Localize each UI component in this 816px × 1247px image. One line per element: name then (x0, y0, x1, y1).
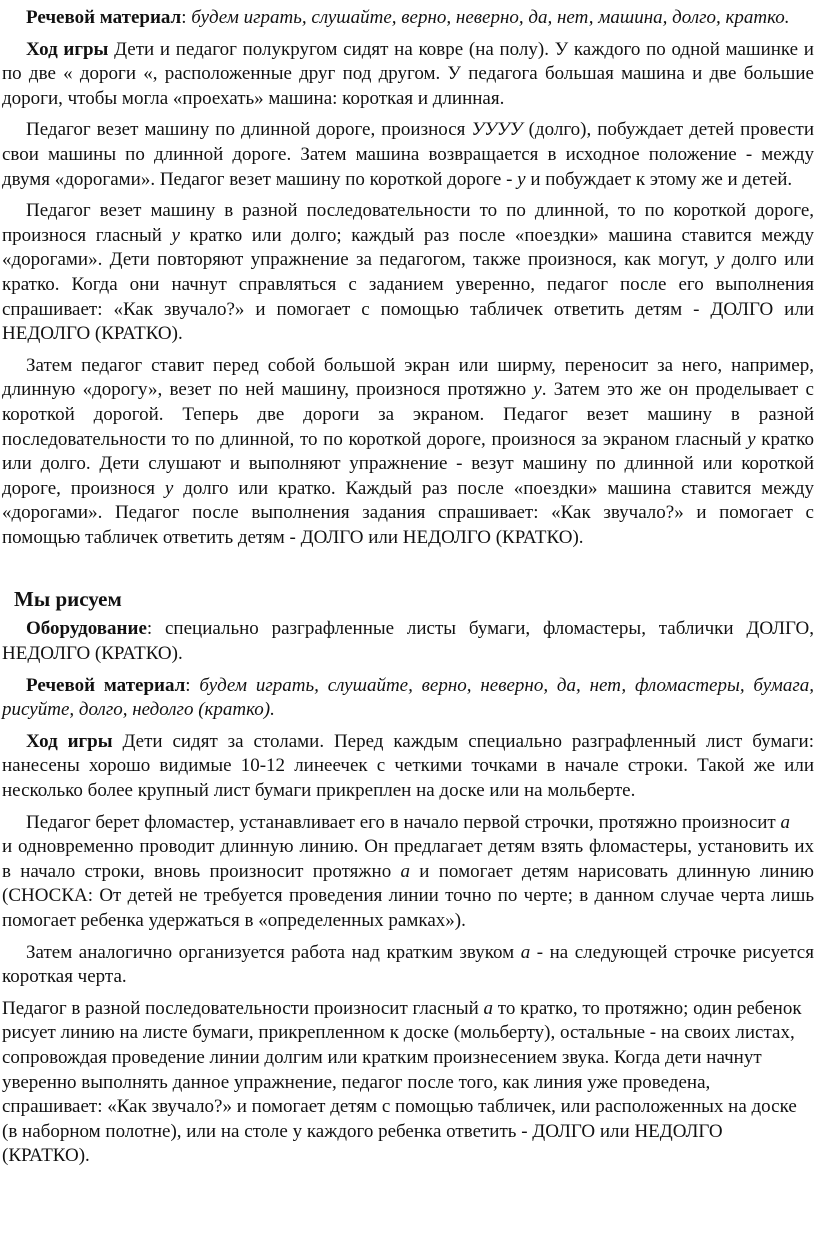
speech-material-paragraph-1 (2, 6, 814, 31)
game-course-label: Ход игры (26, 38, 109, 60)
speech-material-label: Речевой материал (26, 674, 186, 696)
equipment-text: : специально разграфленные листы бумаги, фломастеры, таблички ДОЛГО, НЕДОЛГО (КРАТКО). (2, 618, 814, 665)
section-title: Мы рисуем (14, 587, 122, 612)
text-run: и помогает детям нарисовать длинную линию (СНОСКА: От детей не требуется проведения линии точно по черте; в данном случае черта лишь помогает ребенка удержаться в «определенных рамках»). (2, 860, 815, 931)
text-run: долго или кратко. Каждый раз после «поездки» машина ставится между «дорогами». Педагог после выполнения задания спрашивает: «Как звучало?» и помогает с помощью табличек ответить детям - ДОЛГО или НЕДОЛГО (КРАТКО). (2, 477, 814, 548)
game-course-paragraph-1 (2, 38, 814, 112)
speech-material-colon: : (185, 674, 200, 696)
text-run: (долго), побуждает детей провести свои машины по длинной дороге. Затем машина возвращается в исходное положение - между двумя «дорогами». Педагог везет машину по короткой дороге - (2, 119, 814, 190)
vowel-sound: у (171, 224, 180, 246)
long-road-paragraph (2, 118, 814, 192)
text-run: кратко или долго. Дети слушают и выполняют упражнение - везут машину по длинной или короткой дороге, произнося (2, 428, 815, 499)
screen-paragraph (2, 354, 814, 551)
game-course-paragraph-2 (2, 730, 814, 804)
final-paragraph (2, 997, 814, 1169)
text-run: Педагог в разной последовательности произносит гласный (2, 997, 484, 1019)
speech-material-label: Речевой материал (26, 7, 182, 28)
text-run: Педагог везет машину в разной последовательности то по длинной, то по короткой дороге, произнося гласный (2, 200, 814, 246)
speech-material-paragraph-2 (2, 674, 814, 723)
text-run: Педагог берет фломастер, устанавливает его в начало первой строчки, протяжно произносит (26, 811, 781, 833)
vowel-sound: а (780, 811, 790, 833)
vowel-sound: у (747, 428, 756, 450)
text-run: Затем педагог ставит перед собой большой экран или ширму, переносит за него, например, длинную «дорогу», везет по ней машину, произнося протяжно (2, 354, 814, 401)
sequence-paragraph (2, 199, 814, 347)
equipment-paragraph (2, 617, 814, 666)
vowel-sound: а (520, 941, 531, 963)
vowel-sound: у (164, 477, 174, 499)
text-run: - на следующей строчке рисуется короткая черта. (2, 941, 814, 988)
text-run: кратко или долго; каждый раз после «поездки» машина ставится между «дорогами». Дети повторяют упражнение за педагогом, также произнося, как могут, (2, 224, 815, 271)
vowel-sound: УУУУ (471, 119, 523, 141)
vowel-sound: у (715, 249, 725, 271)
text-run: то кратко, то протяжно; один ребенок рисует линию на листе бумаги, прикрепленном к доске (мольберту), остальные - на своих листах, сопровождая проведение линии долгим или кратким произнесением звука. Когда дети начнут уверенно выполнять данное упражнение, педагог после того, как линия уже проведена, спрашивает: «Как звучало?» и помогает детям с помощью табличек, или расположенных на доске (в наборном полотне), или на столе у каждого ребенка ответить - ДОЛГО или НЕДОЛГО (КРАТКО). (2, 997, 802, 1167)
vowel-sound: а (400, 860, 410, 882)
game-course-label: Ход игры (26, 730, 113, 752)
vowel-sound: а (483, 997, 494, 1019)
equipment-label: Оборудование (26, 618, 147, 640)
marker-paragraph (2, 811, 814, 934)
game-course-text: Дети сидят за столами. Перед каждым специально разграфленный лист бумаги: нанесены хорошо видимые 10-12 линеечек с четкими точками в начале строки. Такой же или несколько более крупный лист бумаги прикреплен на доске или на мольберте. (2, 730, 814, 802)
speech-material-colon: : (181, 7, 192, 28)
text-run: и одновременно проводит длинную линию. Он предлагает детям взять фломастеры, установить их в начало строки, вновь произносит протяжно (2, 836, 814, 882)
text-run: Педагог везет машину по длинной дороге, произнося (26, 119, 472, 141)
speech-material-words: будем играть, слушайте, верно, неверно, да, нет, машина, долго, кратко. (191, 7, 790, 28)
vowel-sound: у (533, 379, 542, 401)
text-run: долго или кратко. Когда они начнут справляться с заданием уверенно, педагог после его выполнения спрашивает: «Как звучало?» и помогает с помощью табличек ответить детям - ДОЛГО или НЕДОЛГО (КРАТКО). (2, 249, 814, 345)
text-run: . Затем это же он проделывает с короткой дорогой. Теперь две дороги за экраном. Педагог везет машину в разной последовательности то по длинной, то по короткой дороге, произнося за экраном гласный (2, 379, 814, 450)
text-run: и побуждает к этому же и детей. (525, 168, 793, 190)
game-course-text: Дети и педагог полукругом сидят на ковре (на полу). У каждого по одной машинке и по две « дороги «, расположенные друг под другом. У педагога большая машина и две большие дороги, чтобы могла «проехать» машина: короткая и длинная. (2, 38, 814, 109)
short-sound-paragraph (2, 941, 814, 990)
text-run: Затем аналогично организуется работа над кратким звуком (26, 941, 521, 963)
vowel-sound: у (517, 168, 526, 190)
speech-material-words: будем играть, слушайте, верно, неверно, да, нет, фломастеры, бумага, рисуйте, долго, недолго (кратко). (2, 674, 814, 721)
